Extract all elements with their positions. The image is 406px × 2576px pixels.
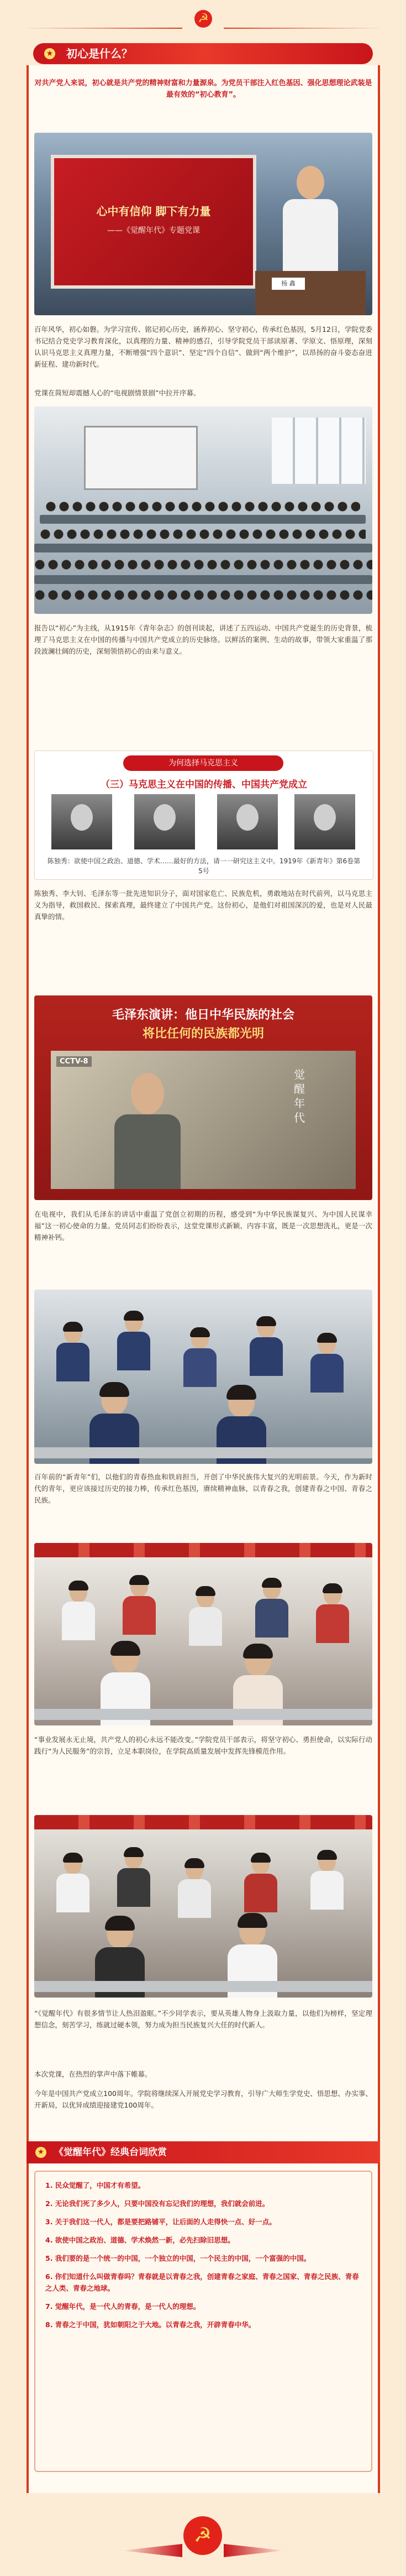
quotes-title: 《觉醒年代》经典台词欣赏 (54, 2147, 167, 2158)
quote-item: 1. 民众觉醒了，中国才有希望。 (45, 2181, 145, 2189)
windows (272, 418, 366, 484)
photo-students-1 (34, 1290, 372, 1464)
quote-item: 2. 无论我们死了多少人，只要中国没有忘记我们的理想，我们就会前进。 (45, 2199, 270, 2208)
wall-banner-2 (34, 1815, 372, 1829)
quote-item: 5. 我们要的是一个统一的中国，一个独立的中国，一个民主的中国，一个富强的中国。 (45, 2254, 311, 2262)
decor-line-right (224, 28, 384, 29)
portrait-3 (217, 794, 278, 849)
quote-item: 4. 欲使中国之政治、道德、学术焕然一新，必先扫除旧思想。 (45, 2236, 235, 2244)
slide-subtitle: ——《觉醒年代》专题党课 (107, 226, 200, 235)
portrait-4 (294, 794, 355, 849)
party-emblem-icon-bottom: ☭ (183, 2516, 222, 2555)
section-header (33, 43, 373, 64)
paragraph-6: 百年前的“新青年”们，以他们的青春热血和铁肩担当，开创了中华民族伟大复兴的光明前景。今天，作为新时代的青年，更应该接过历史的接力棒，传承红色基因，赓续精神血脉，以青春之我，创建青春之中国、青春之民族。 (34, 1473, 372, 1504)
quotes-box (34, 2171, 372, 2472)
tv-caption-1: 毛泽东演讲：他日中华民族的社会 (112, 1008, 294, 1022)
quote-item: 6. 你们知道什么叫做青春吗？青春就是以青春之我，创建青春之家庭、青春之国家、青春之民族、青春之人类、青春之地球。 (45, 2272, 359, 2292)
top-emblem (0, 0, 406, 44)
paragraph-7: “事业发展永无止境，共产党人的初心永远不能改变。”学院党员干部表示，将坚守初心、勇担使命，以实际行动践行“为人民服务”的宗旨，立足本职岗位，在学院高质量发展中发挥先锋模范作用。 (34, 1735, 372, 1755)
tv-still (34, 995, 372, 1200)
quote-item: 3. 关于我们这一代人，都是要把路铺平，让后面的人走得快一点、好一点。 (45, 2218, 276, 2226)
bottom-emblem (0, 2511, 406, 2572)
portrait-1 (51, 794, 112, 849)
ribbon-right (224, 2544, 284, 2557)
party-emblem-icon: ☭ (194, 10, 212, 28)
quotes-header (27, 2141, 380, 2163)
projector-screen-2 (84, 426, 198, 490)
slide-pill: 为何选择马克思主义 (123, 755, 283, 771)
slide-title: 心中有信仰 脚下有力量 (96, 205, 211, 218)
quote-item: 7. 觉醒年代，是一代人的青春，是一代人的理想。 (45, 2302, 201, 2311)
decor-line-left (22, 28, 182, 29)
photo-classroom (34, 406, 372, 614)
paragraph-8: “《觉醒年代》有很多情节让人热泪盈眶。”不少同学表示，要从英雄人物身上汲取力量，以他们为榜样，坚定理想信念，刻苦学习，练就过硬本领，努力成为担当民族复兴大任的时代新人。 (34, 2009, 372, 2029)
ribbon-left (122, 2544, 182, 2557)
projector-screen (51, 155, 256, 289)
paragraph-9: 本次党课，在热烈的掌声中落下帷幕。 (34, 2070, 152, 2078)
section-title: 初心是什么？ (66, 47, 133, 60)
photo-speaker (34, 133, 372, 315)
paragraph-3: 报告以“初心”为主线，从1915年《青年杂志》的创刊谈起，讲述了五四运动、中国共产党诞生的历史背景，梳理了马克思主义在中国的传播与中国共产党成立的历史脉络。以鲜活的案例、生动的故事，带领大家重温了那段波澜壮阔的历史，深刻领悟初心的由来与意义。 (34, 624, 372, 655)
emblem-dot-icon-2: ★ (35, 2147, 46, 2158)
actor-figure (106, 1073, 189, 1189)
paragraph-4: 陈独秀、李大钊、毛泽东等一批先进知识分子，面对国家危亡、民族危机，勇敢地站在时代前列，以马克思主义为指导，救国救民、探索真理，最终建立了中国共产党。这份初心，是他们对祖国深沉的爱，也是对人民最真挚的情。 (34, 889, 372, 921)
slide-caption: 陈独秀：欲使中国之政治、道德、学术……最好的方法，请一一研究这主义中。1919年《新青年》第6卷第5号 (47, 857, 361, 875)
wall-banner (34, 1543, 372, 1557)
quote-item: 8. 青春之于中国，犹如朝阳之于大地。以青春之我，开辟青春中华。 (45, 2321, 256, 2329)
tv-logo: CCTV-8 (56, 1056, 92, 1067)
calligraphy-title: 觉醒年代 (294, 1068, 305, 1124)
paragraph-1: 百年风华，初心如磐。为学习宣传、铭记初心历史，涵养初心、坚守初心，传承红色基因，5月12日，学院党委书记结合党史学习教育深化，以真理的力量、精神的感召，引导学院党员干部读原著、学原文、悟原理，深刻认识马克思主义真理力量，不断增强“四个意识”、坚定“四个自信”、做到“两个维护”，以昂扬的奋斗姿态奋进新征程、建功新时代。 (34, 325, 372, 368)
slide-subtitle-3: （三）马克思主义在中国的传播、中国共产党成立 (101, 779, 307, 790)
photo-students-3 (34, 1815, 372, 1998)
paragraph-10: 今年是中国共产党成立100周年。学院将继续深入开展党史学习教育，引导广大师生学党史、悟思想、办实事、开新局，以优异成绩迎接建党100周年。 (34, 2089, 372, 2109)
slide-marxism (34, 750, 373, 880)
intro-text: 对共产党人来说，初心就是共产党的精神财富和力量源泉。为党员干部注入红色基因、强化思想理论武装是最有效的“初心教育”。 (34, 79, 372, 99)
paragraph-2: 党课在简短却震撼人心的“电视剧情景剧”中拉开序幕。 (34, 389, 201, 397)
emblem-dot-icon: ★ (44, 48, 55, 59)
paragraph-5: 在电视中，我们从毛泽东的讲话中重温了党创立初期的历程，感受到“为中华民族谋复兴、为中国人民谋幸福”这一初心使命的力量。党员同志们纷纷表示，这堂党课形式新颖、内容丰富，既是一次思想洗礼，更是一次精神补钙。 (34, 1210, 372, 1242)
photo-students-2 (34, 1543, 372, 1725)
portrait-2 (134, 794, 195, 849)
name-tag: 杨 鑫 (272, 278, 305, 290)
tv-caption-2: 将比任何的民族都光明 (142, 1027, 264, 1041)
